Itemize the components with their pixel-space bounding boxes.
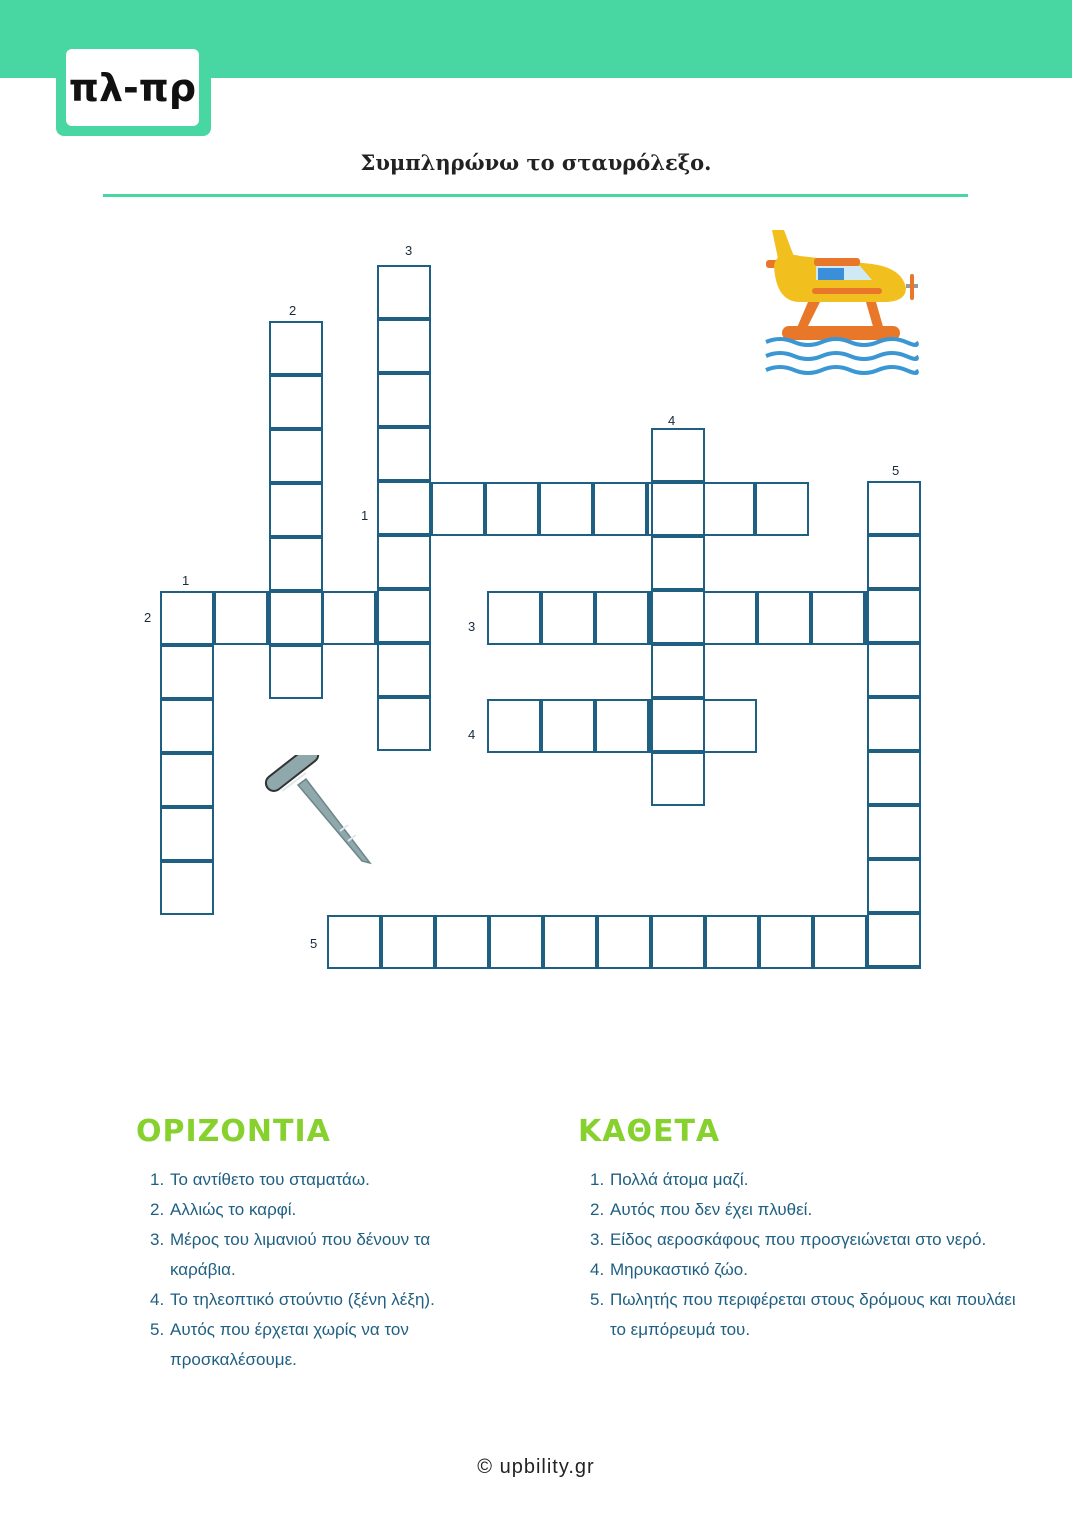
clue-number-across-1: 1 (361, 508, 369, 523)
crossword-cell[interactable] (595, 699, 649, 753)
crossword-cell[interactable] (435, 915, 489, 969)
page-title: Συμπληρώνω το σταυρόλεξο. (360, 150, 712, 175)
across-heading: ΟΡΙΖΟΝΤΙΑ (136, 1114, 331, 1149)
crossword-cell[interactable] (377, 535, 431, 589)
crossword-cell[interactable] (269, 321, 323, 375)
seaplane-icon (760, 224, 920, 380)
crossword-cell[interactable] (485, 482, 539, 536)
across-clue-2: 2. Αλλιώς το καρφί. (150, 1200, 297, 1219)
across-clue-5: 5. Αυτός που έρχεται χωρίς να τον προσκαλέσουμε. (150, 1320, 409, 1369)
crossword-cell[interactable] (160, 591, 214, 645)
crossword-cell[interactable] (651, 915, 705, 969)
clue-number-across-2: 2 (144, 610, 152, 625)
crossword-cell[interactable] (811, 591, 865, 645)
across-clue-1: 1. Το αντίθετο του σταματάω. (150, 1170, 370, 1189)
badge-text: πλ-πρ (66, 49, 199, 126)
crossword-cell[interactable] (160, 699, 214, 753)
crossword-cell[interactable] (377, 481, 431, 535)
crossword-cell[interactable] (431, 482, 485, 536)
crossword-cell[interactable] (867, 589, 921, 643)
crossword-cell[interactable] (651, 536, 705, 590)
crossword-cell[interactable] (541, 591, 595, 645)
crossword-cell[interactable] (867, 859, 921, 913)
crossword-cell[interactable] (651, 698, 705, 752)
clue-number-across-3: 3 (468, 619, 476, 634)
crossword-cell[interactable] (867, 535, 921, 589)
crossword-cell[interactable] (269, 537, 323, 591)
crossword-cell[interactable] (597, 915, 651, 969)
crossword-cell[interactable] (703, 699, 757, 753)
across-clue-3: 3. Μέρος του λιμανιού που δένουν τα καράβια. (150, 1230, 431, 1279)
crossword-cell[interactable] (651, 752, 705, 806)
crossword-cell[interactable] (651, 482, 705, 536)
footer-copyright: © upbility.gr (477, 1456, 595, 1478)
crossword-cell[interactable] (759, 915, 813, 969)
crossword-cell[interactable] (543, 915, 597, 969)
crossword-cell[interactable] (757, 591, 811, 645)
crossword-cell[interactable] (867, 697, 921, 751)
crossword-cell[interactable] (651, 428, 705, 482)
crossword-cell[interactable] (269, 429, 323, 483)
crossword-cell[interactable] (541, 699, 595, 753)
across-clue-list (150, 1165, 480, 1375)
down-heading: ΚΑΘΕΤΑ (578, 1114, 721, 1149)
down-clue-3: 3. Είδος αεροσκάφους που προσγειώνεται στο νερό. (590, 1230, 987, 1249)
crossword-cell[interactable] (703, 591, 757, 645)
crossword-cell[interactable] (377, 319, 431, 373)
crossword-cell[interactable] (322, 591, 376, 645)
clue-number-across-4: 4 (468, 727, 476, 742)
crossword-cell[interactable] (377, 589, 431, 643)
crossword-cell[interactable] (160, 753, 214, 807)
down-clue-list (590, 1165, 1030, 1345)
across-clue-4: 4. Το τηλεοπτικό στούντιο (ξένη λέξη). (150, 1290, 435, 1309)
crossword-cell[interactable] (595, 591, 649, 645)
crossword-cell[interactable] (867, 805, 921, 859)
down-clue-5: 5. Πωλητής που περιφέρεται στους δρόμους και πουλάει το εμπόρευμά του. (590, 1290, 1016, 1339)
crossword-cell[interactable] (269, 645, 323, 699)
crossword-cell[interactable] (377, 373, 431, 427)
crossword-cell[interactable] (867, 913, 921, 967)
crossword-cell[interactable] (377, 697, 431, 751)
clue-number-down-1: 1 (182, 573, 190, 588)
crossword-cell[interactable] (705, 915, 759, 969)
crossword-cell[interactable] (593, 482, 647, 536)
crossword-cell[interactable] (381, 915, 435, 969)
crossword-cell[interactable] (489, 915, 543, 969)
crossword-cell[interactable] (867, 481, 921, 535)
crossword-cell[interactable] (701, 482, 755, 536)
clue-number-down-2: 2 (289, 303, 297, 318)
down-clue-4: 4. Μηρυκαστικό ζώο. (590, 1260, 748, 1279)
crossword-cell[interactable] (867, 751, 921, 805)
crossword-cell[interactable] (377, 427, 431, 481)
crossword-cell[interactable] (269, 591, 323, 645)
crossword-cell[interactable] (651, 590, 705, 644)
crossword-cell[interactable] (377, 643, 431, 697)
crossword-cell[interactable] (813, 915, 867, 969)
crossword-cell[interactable] (487, 591, 541, 645)
crossword-cell[interactable] (160, 861, 214, 915)
crossword-cell[interactable] (755, 482, 809, 536)
crossword-cell[interactable] (160, 645, 214, 699)
clue-number-down-5: 5 (892, 463, 900, 478)
nail-icon (262, 755, 374, 867)
crossword-cell[interactable] (269, 483, 323, 537)
down-clue-2: 2. Αυτός που δεν έχει πλυθεί. (590, 1200, 813, 1219)
clue-number-across-5: 5 (310, 936, 318, 951)
crossword-cell[interactable] (377, 265, 431, 319)
crossword-cell[interactable] (867, 643, 921, 697)
crossword-cell[interactable] (214, 591, 268, 645)
crossword-cell[interactable] (539, 482, 593, 536)
clue-number-down-4: 4 (668, 413, 676, 428)
crossword-cell[interactable] (651, 644, 705, 698)
crossword-cell[interactable] (160, 807, 214, 861)
crossword-cell[interactable] (269, 375, 323, 429)
crossword-cell[interactable] (327, 915, 381, 969)
crossword-cell[interactable] (487, 699, 541, 753)
clue-number-down-3: 3 (405, 243, 413, 258)
down-clue-1: 1. Πολλά άτομα μαζί. (590, 1170, 749, 1189)
